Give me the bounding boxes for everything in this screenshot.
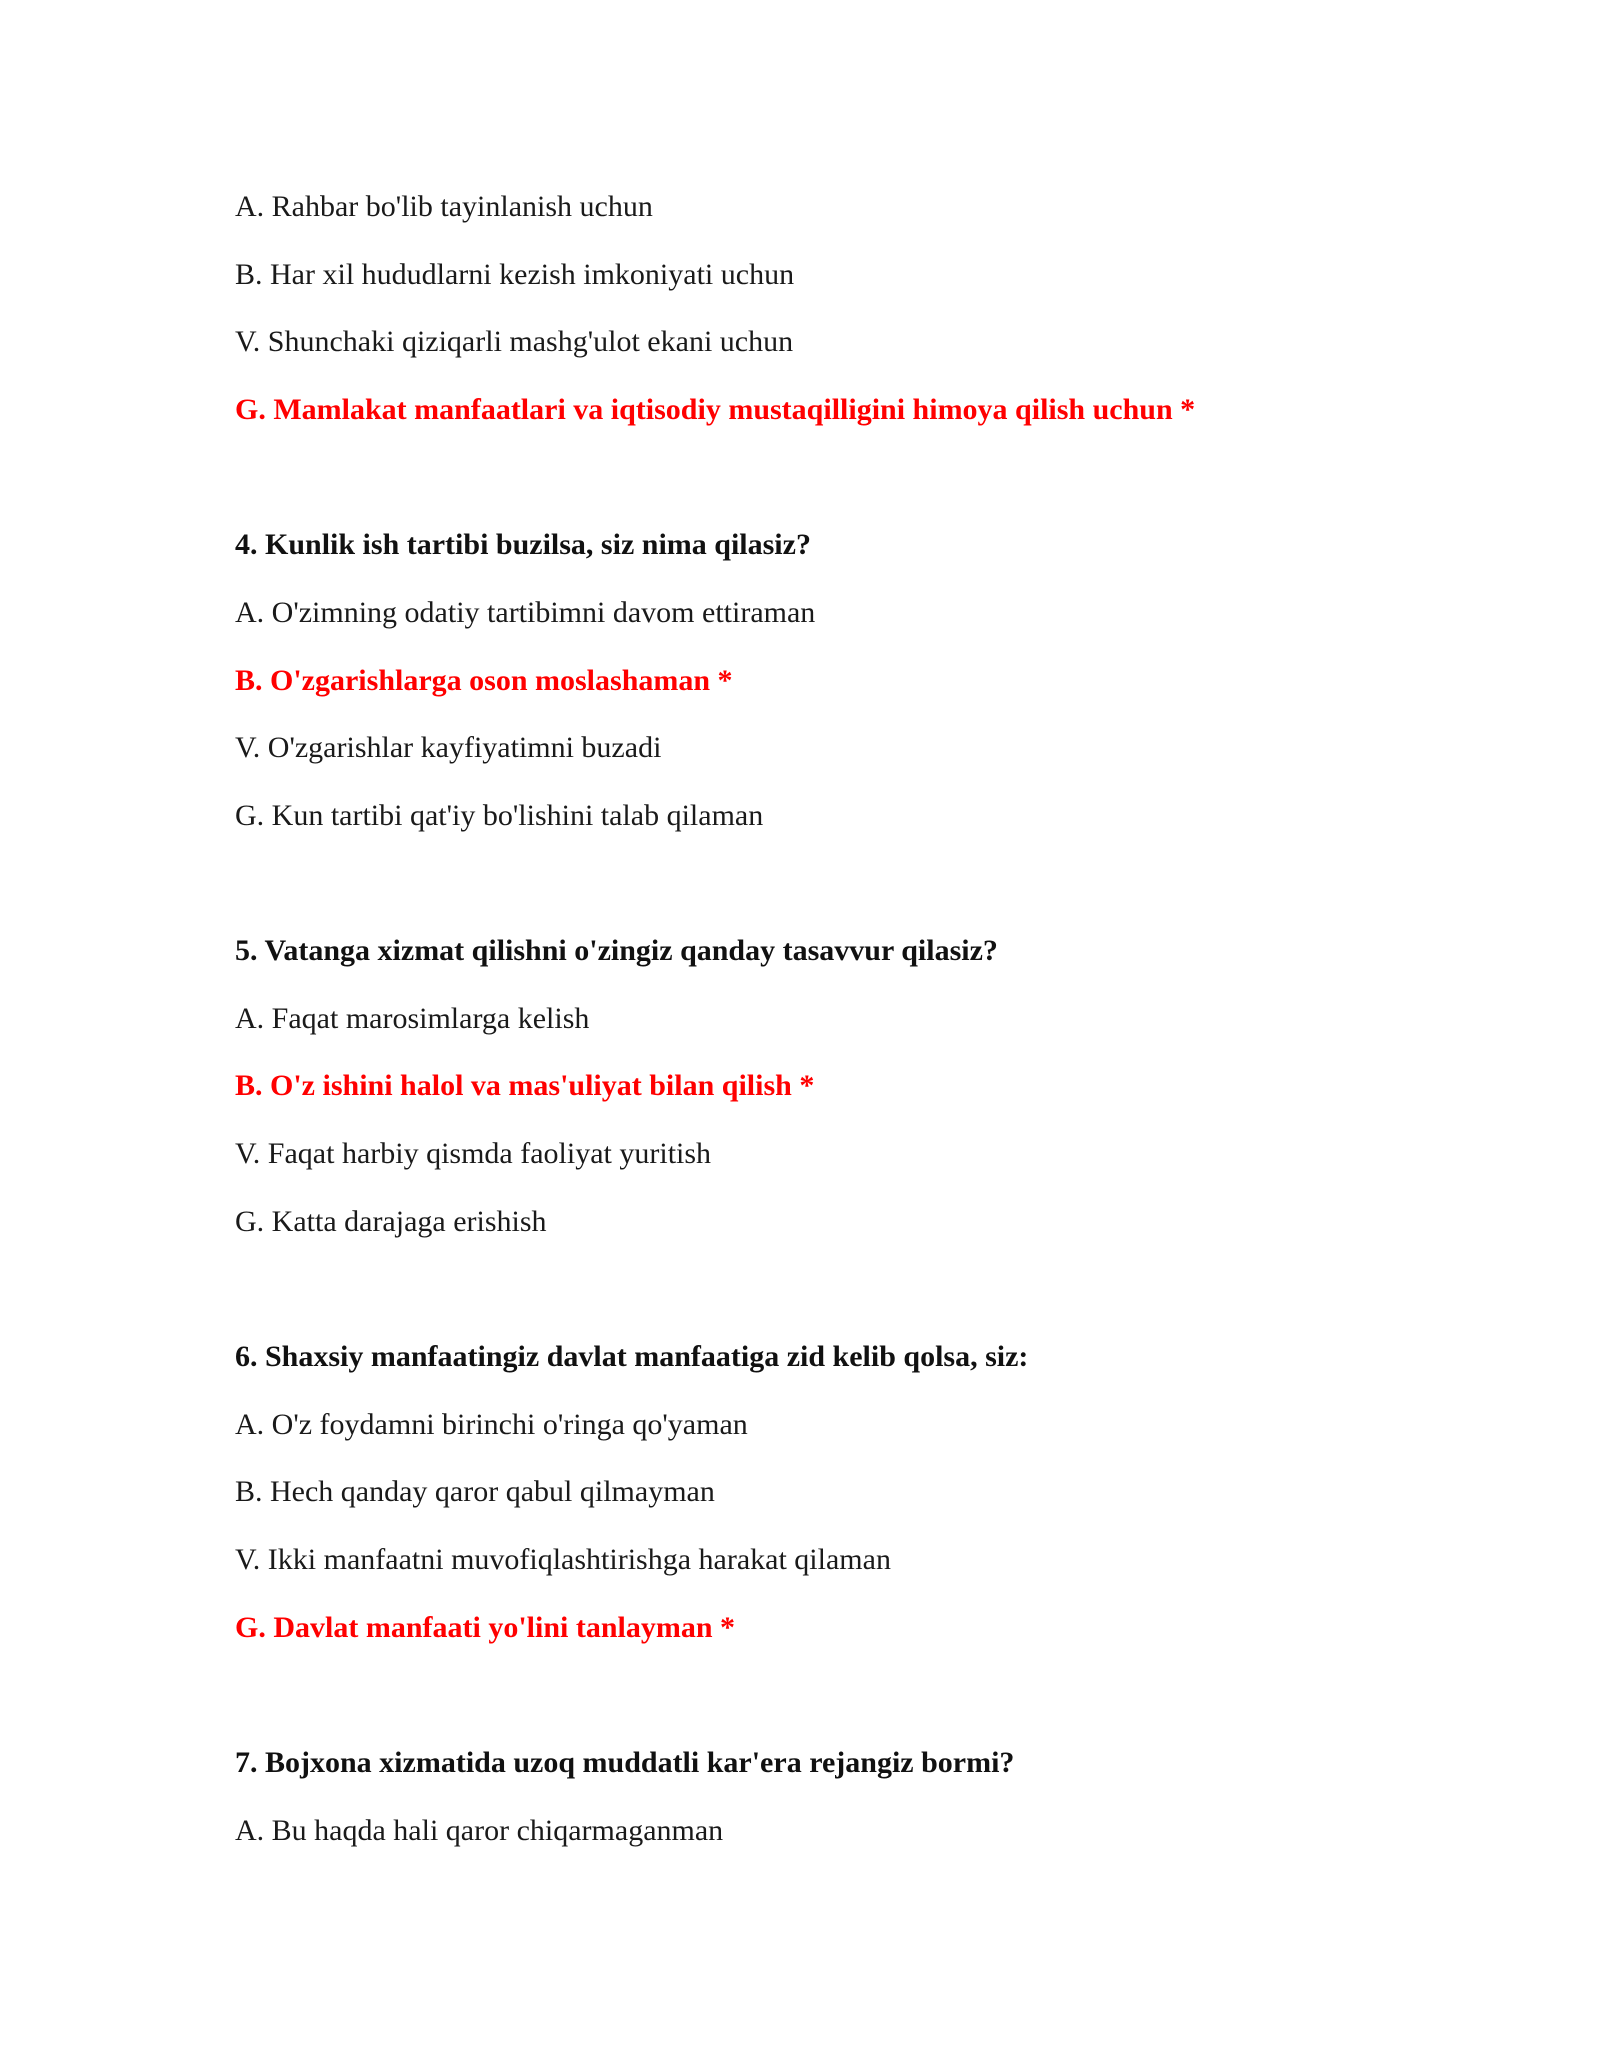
q7-title: 7. Bojxona xizmatida uzoq muddatli kar'era rejangiz bormi? — [235, 1746, 1015, 1779]
q3-option-v: V. Shunchaki qiziqarli mashg'ulot ekani uchun — [235, 325, 794, 358]
q6-title: 6. Shaxsiy manfaatingiz davlat manfaatiga zid kelib qolsa, siz: — [235, 1340, 1029, 1373]
q3-option-a: A. Rahbar bo'lib tayinlanish uchun — [235, 190, 653, 223]
q6-option-a: A. O'z foydamni birinchi o'ringa qo'yaman — [235, 1408, 748, 1441]
q6-option-g-correct: G. Davlat manfaati yo'lini tanlayman * — [235, 1611, 736, 1644]
q4-option-b-correct: B. O'zgarishlarga oson moslashaman * — [235, 664, 733, 697]
q3-option-b: B. Har xil hududlarni kezish imkoniyati uchun — [235, 258, 795, 291]
q6-option-v: V. Ikki manfaatni muvofiqlashtirishga harakat qilaman — [235, 1543, 891, 1576]
q3-option-g-correct: G. Mamlakat manfaatlari va iqtisodiy mustaqilligini himoya qilish uchun * — [235, 393, 1196, 426]
q5-option-b-correct: B. O'z ishini halol va mas'uliyat bilan qilish * — [235, 1069, 815, 1102]
q7-option-a: A. Bu haqda hali qaror chiqarmaganman — [235, 1814, 724, 1847]
q5-option-g: G. Katta darajaga erishish — [235, 1205, 547, 1238]
q4-option-a: A. O'zimning odatiy tartibimni davom ettiraman — [235, 596, 816, 629]
q5-option-v: V. Faqat harbiy qismda faoliyat yuritish — [235, 1137, 712, 1170]
q6-option-b: B. Hech qanday qaror qabul qilmayman — [235, 1475, 715, 1508]
q5-option-a: A. Faqat marosimlarga kelish — [235, 1002, 590, 1035]
q4-option-g: G. Kun tartibi qat'iy bo'lishini talab qilaman — [235, 799, 764, 832]
q4-option-v: V. O'zgarishlar kayfiyatimni buzadi — [235, 731, 662, 764]
q4-title: 4. Kunlik ish tartibi buzilsa, siz nima qilasiz? — [235, 528, 811, 561]
q5-title: 5. Vatanga xizmat qilishni o'zingiz qanday tasavvur qilasiz? — [235, 934, 998, 967]
